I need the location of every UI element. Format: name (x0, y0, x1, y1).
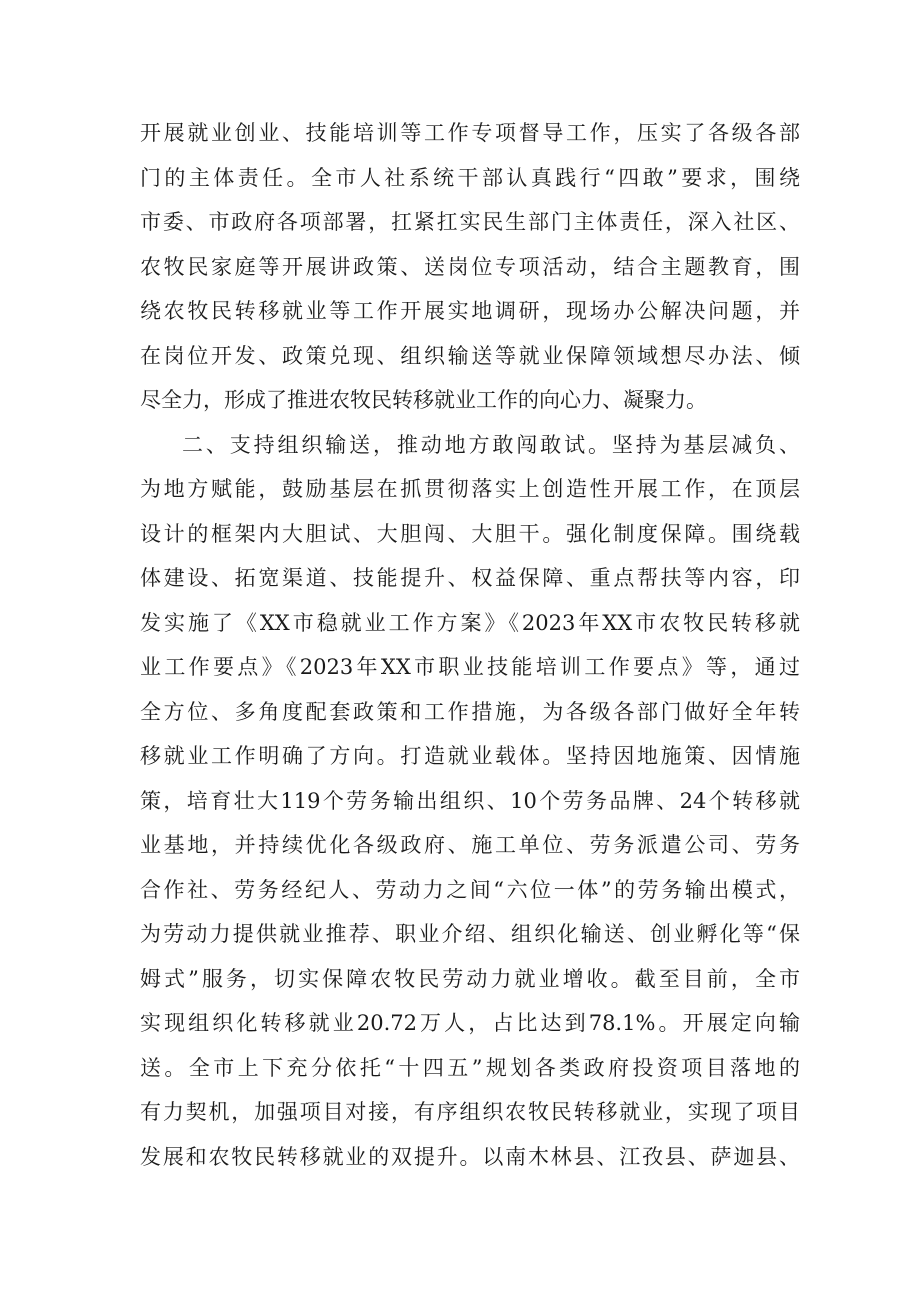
text-line: 市委、市政府各项部署，扛紧扛实民生部门主体责任，深入社区、 (140, 210, 800, 234)
text-line: 尽全力，形成了推进农牧民转移就业工作的向心力、凝聚力。 (140, 388, 707, 412)
text-line: 合作社、劳务经纪人、劳动力之间“六位一体”的劳务输出模式， (140, 877, 800, 902)
text-line: 策，培育壮大119个劳务输出组织、10个劳务品牌、24个转移就 (140, 788, 800, 813)
text-line: 门的主体责任。全市人社系统干部认真践行“四敢”要求，围绕 (140, 165, 800, 190)
text-line: 绕农牧民转移就业等工作开展实地调研，现场办公解决问题，并 (140, 299, 800, 323)
text-line: 为劳动力提供就业推荐、职业介绍、组织化输送、创业孵化等“保 (140, 922, 800, 946)
text-line: 业工作要点》《2023年XX市职业技能培训工作要点》等，通过 (140, 655, 800, 679)
text-line: 姆式”服务，切实保障农牧民劳动力就业增收。截至目前，全市 (140, 966, 800, 991)
text-line: 在岗位开发、政策兑现、组织输送等就业保障领域想尽办法、倾 (140, 343, 800, 368)
text-line: 设计的框架内大胆试、大胆闯、大胆干。强化制度保障。围绕载 (140, 521, 800, 546)
text-line: 送。全市上下充分依托“十四五”规划各类政府投资项目落地的 (140, 1055, 800, 1080)
text-line: 移就业工作明确了方向。打造就业载体。坚持因地施策、因情施 (140, 744, 800, 768)
text-line: 发实施了《XX市稳就业工作方案》《2023年XX市农牧民转移就 (140, 610, 800, 635)
text-line: 有力契机，加强项目对接，有序组织农牧民转移就业，实现了项目 (140, 1100, 800, 1124)
text-line: 全方位、多角度配套政策和工作措施，为各级各部门做好全年转 (140, 699, 800, 724)
text-line: 为地方赋能，鼓励基层在抓贯彻落实上创造性开展工作，在顶层 (140, 477, 800, 501)
text-line: 实现组织化转移就业20.72万人，占比达到78.1%。开展定向输 (140, 1011, 800, 1035)
text-line: 体建设、拓宽渠道、技能提升、权益保障、重点帮扶等内容，印 (140, 566, 800, 590)
text-line: 发展和农牧民转移就业的双提升。以南木林县、江孜县、萨迦县、 (140, 1144, 800, 1169)
text-line: 农牧民家庭等开展讲政策、送岗位专项活动，结合主题教育，围 (140, 254, 800, 279)
text-line: 业基地，并持续优化各级政府、施工单位、劳务派遣公司、劳务 (140, 833, 800, 857)
text-line: 开展就业创业、技能培训等工作专项督导工作，压实了各级各部 (140, 121, 800, 145)
section-heading-line: 二、支持组织输送，推动地方敢闯敢试。坚持为基层减负、 (182, 432, 800, 457)
body-text (140, 111, 800, 1179)
